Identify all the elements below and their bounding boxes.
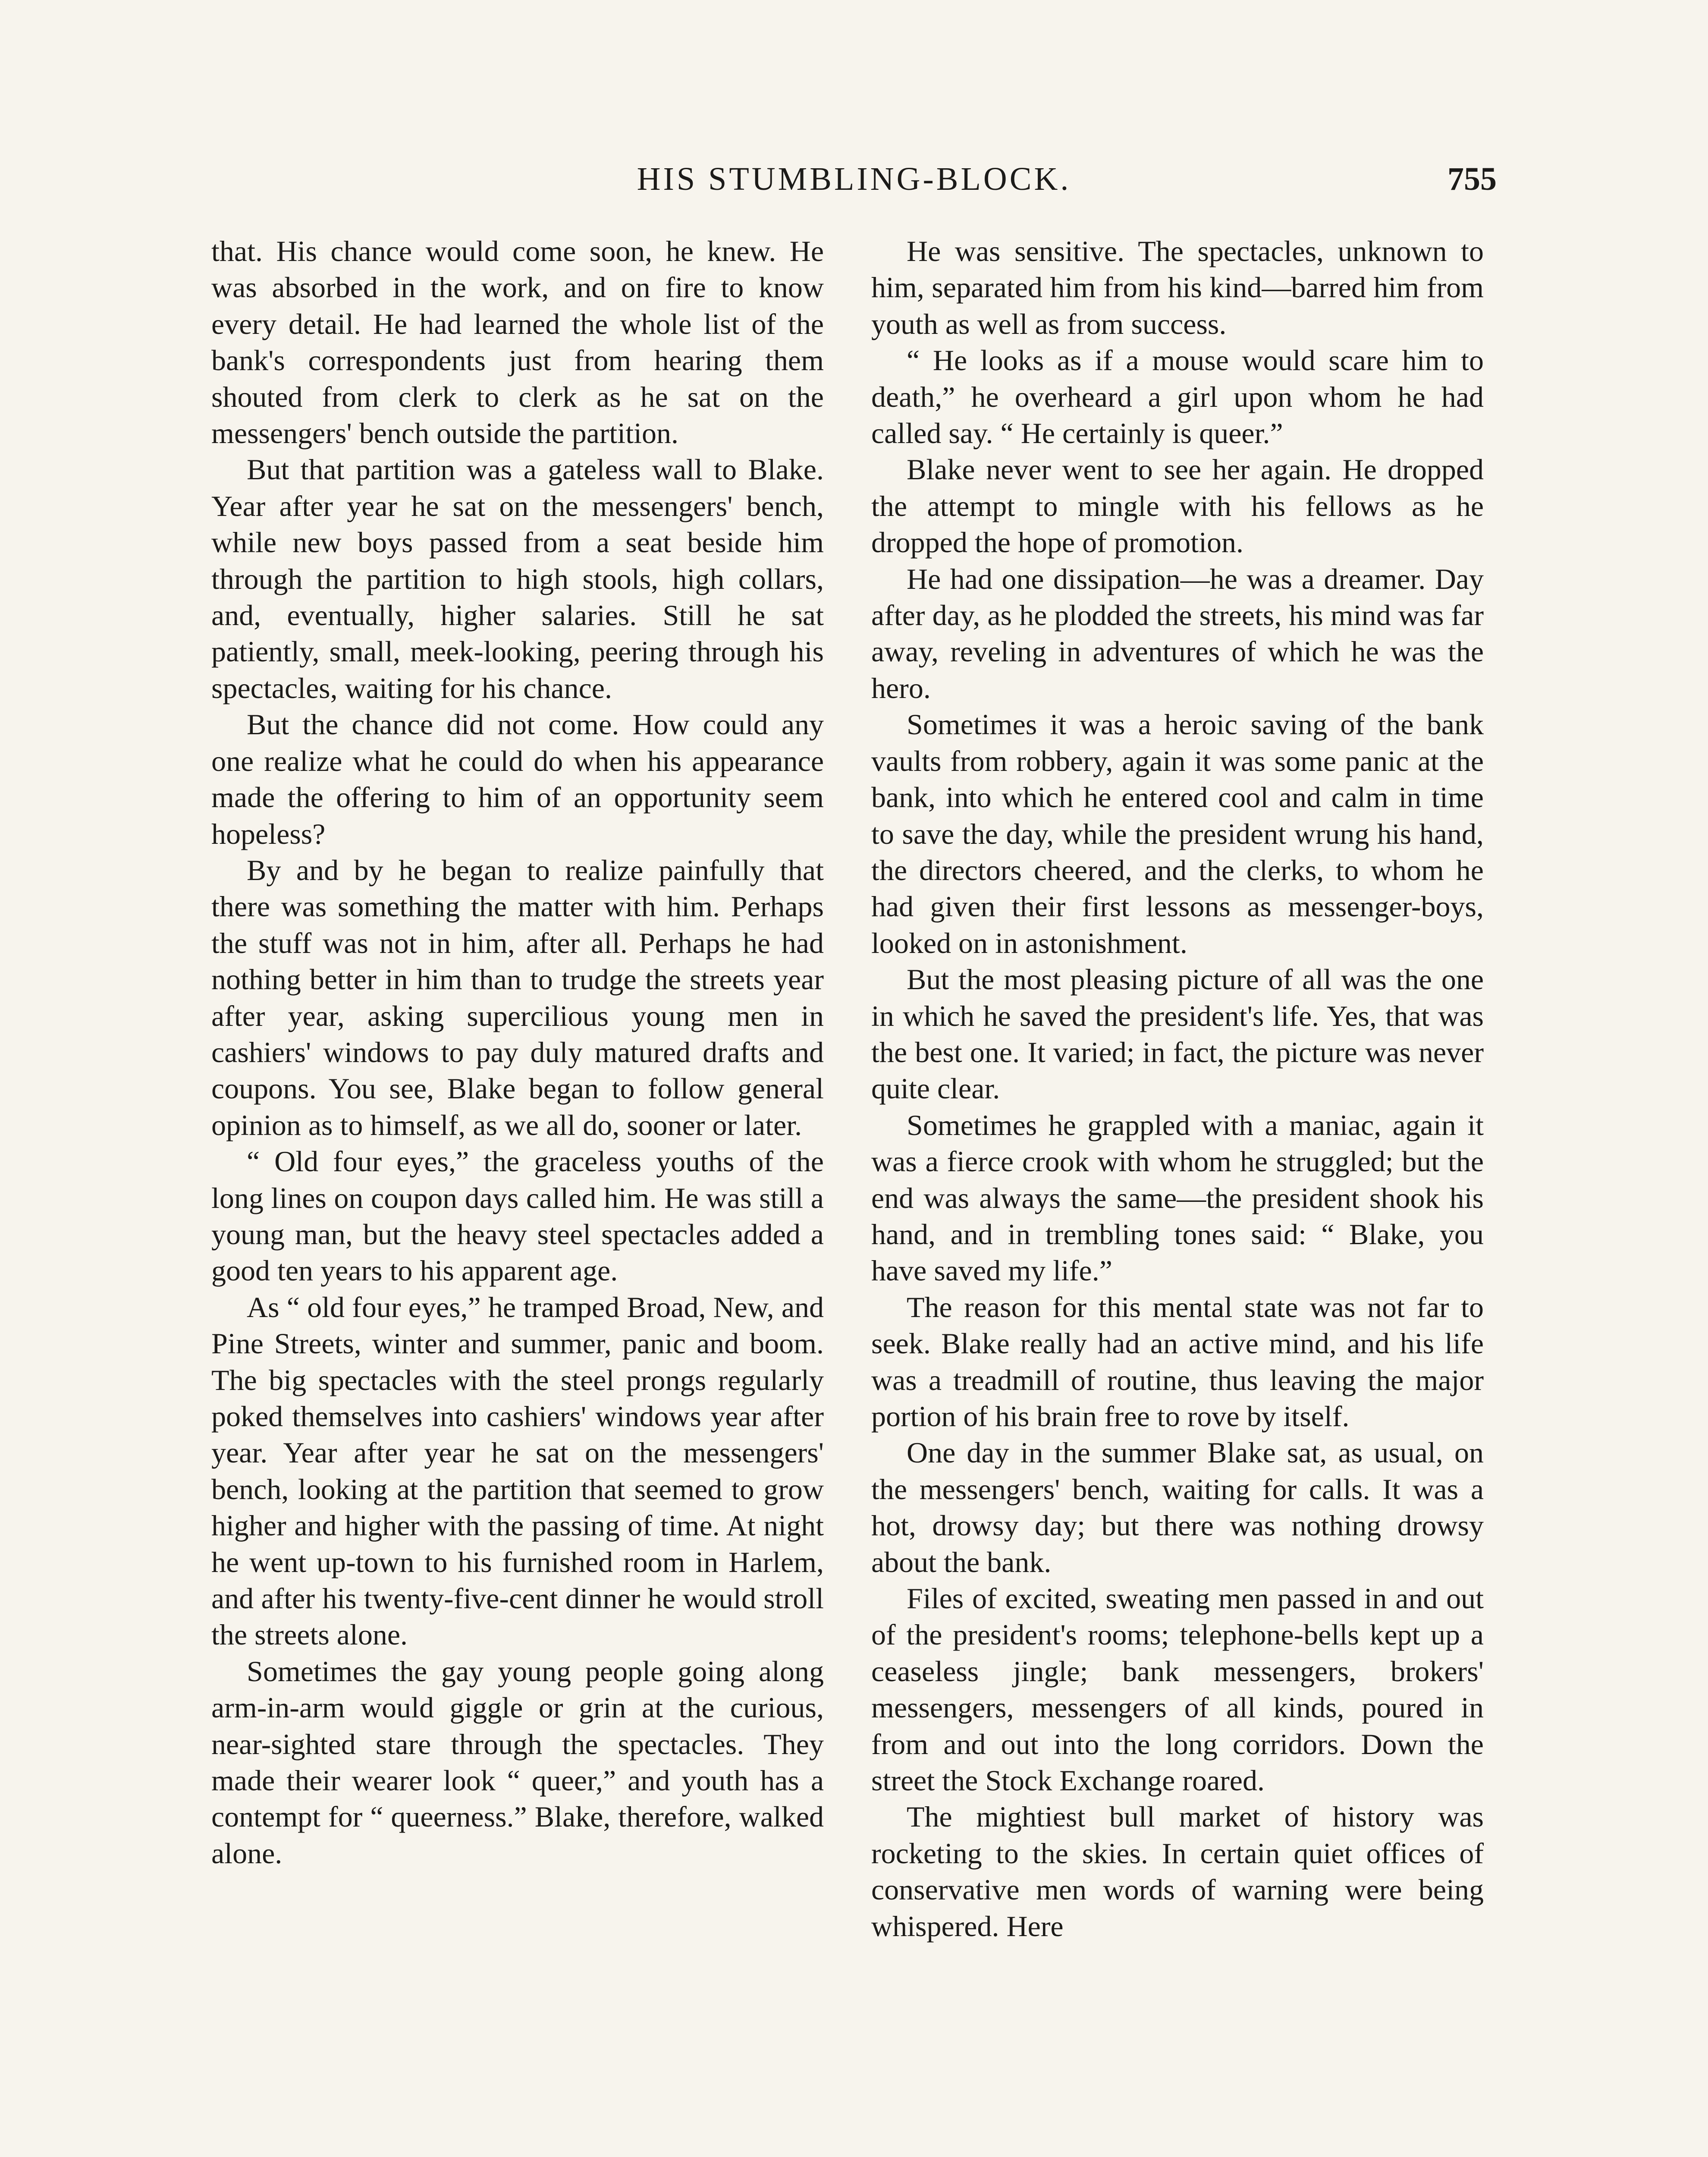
paragraph: But the chance did not come. How could any one realize what he could do when his appearance made the offering to him of an opportunity seem hopeless? [211, 708, 824, 850]
running-head [211, 155, 1497, 203]
paragraph: “ He looks as if a mouse would scare him to death,” he overheard a girl upon whom he had called say. “ He certainly is queer.” [871, 344, 1484, 450]
paragraph: Files of excited, sweating men passed in and out of the president's rooms; telephone-bells kept up a ceaseless jingle; bank messengers, brokers' messengers, messengers of all kinds, poured in from and out into the long corridors. Down the street the Stock Exchange roared. [871, 1582, 1484, 1797]
paragraph: As “ old four eyes,” he tramped Broad, New, and Pine Streets, winter and summer, panic and boom. The big spectacles with the steel prongs regularly poked themselves into cashiers' windows year after year. Year after year he sat on the messengers' bench, looking at the partition that seemed to grow higher and higher with the passing of time. At night he went up-town to his furnished room in Harlem, and after his twenty-five-cent dinner he would stroll the streets alone. [211, 1290, 824, 1651]
paragraph: Sometimes the gay young people going along arm-in-arm would giggle or grin at the curious, near-sighted stare through the spectacles. They made their wearer look “ queer,” and youth has a contempt for “ queerness.” Blake, therefore, walked alone. [211, 1654, 824, 1870]
left-column [211, 233, 824, 2157]
paragraph: Sometimes he grappled with a maniac, again it was a fierce crook with whom he struggled; but the end was always the same—the president shook his hand, and in trembling tones said: “ Blake, you have saved my life.” [871, 1108, 1484, 1287]
paragraph: One day in the summer Blake sat, as usual, on the messengers' bench, waiting for calls. It was a hot, drowsy day; but there was nothing drowsy about the bank. [871, 1436, 1484, 1578]
paragraph: But that partition was a gateless wall to Blake. Year after year he sat on the messengers' bench, while new boys passed from a seat beside him through the partition to high stools, high collars, and, eventually, higher salaries. Still he sat patiently, small, meek-looking, peering through his spectacles, waiting for his chance. [211, 453, 824, 704]
paragraph: Sometimes it was a heroic saving of the bank vaults from robbery, again it was some panic at the bank, into which he entered cool and calm in time to save the day, while the president wrung his hand, the directors cheered, and the clerks, to whom he had given their first lessons as messenger-boys, looked on in astonishment. [871, 708, 1484, 959]
paragraph: The mightiest bull market of history was rocketing to the skies. In certain quiet offices of conservative men words of warning were being whispered. Here [871, 1800, 1484, 1943]
paragraph: He had one dissipation—he was a dreamer. Day after day, as he plodded the streets, his mind was far away, reveling in adventures of which he was the hero. [871, 562, 1484, 704]
running-title: HIS STUMBLING-BLOCK. [637, 161, 1071, 197]
paragraph: The reason for this mental state was not far to seek. Blake really had an active mind, and his life was a treadmill of routine, thus leaving the major portion of his brain free to rove by itself. [871, 1290, 1484, 1433]
paragraph: He was sensitive. The spectacles, unknown to him, separated him from his kind—barred him from youth as well as from success. [871, 235, 1484, 340]
page-number: 755 [1447, 161, 1497, 197]
paragraph: Blake never went to see her again. He dropped the attempt to mingle with his fellows as he dropped the hope of promotion. [871, 453, 1484, 559]
paragraph: “ Old four eyes,” the graceless youths of the long lines on coupon days called him. He was still a young man, but the heavy steel spectacles added a good ten years to his apparent age. [211, 1145, 824, 1287]
paragraph: But the most pleasing picture of all was the one in which he saved the president's life. Yes, that was the best one. It varied; in fact, the picture was never quite clear. [871, 963, 1484, 1105]
paragraph: that. His chance would come soon, he knew. He was absorbed in the work, and on fire to know every detail. He had learned the whole list of the bank's correspondents just from hearing them shouted from clerk to clerk as he sat on the messengers' bench outside the partition. [211, 235, 824, 450]
paragraph: By and by he began to realize painfully that there was something the matter with him. Perhaps the stuff was not in him, after all. Perhaps he had nothing better in him than to trudge the streets year after year, asking supercilious young men in cashiers' windows to pay duly matured drafts and coupons. You see, Blake began to follow general opinion as to himself, as we all do, sooner or later. [211, 853, 824, 1141]
right-column [871, 233, 1484, 2157]
